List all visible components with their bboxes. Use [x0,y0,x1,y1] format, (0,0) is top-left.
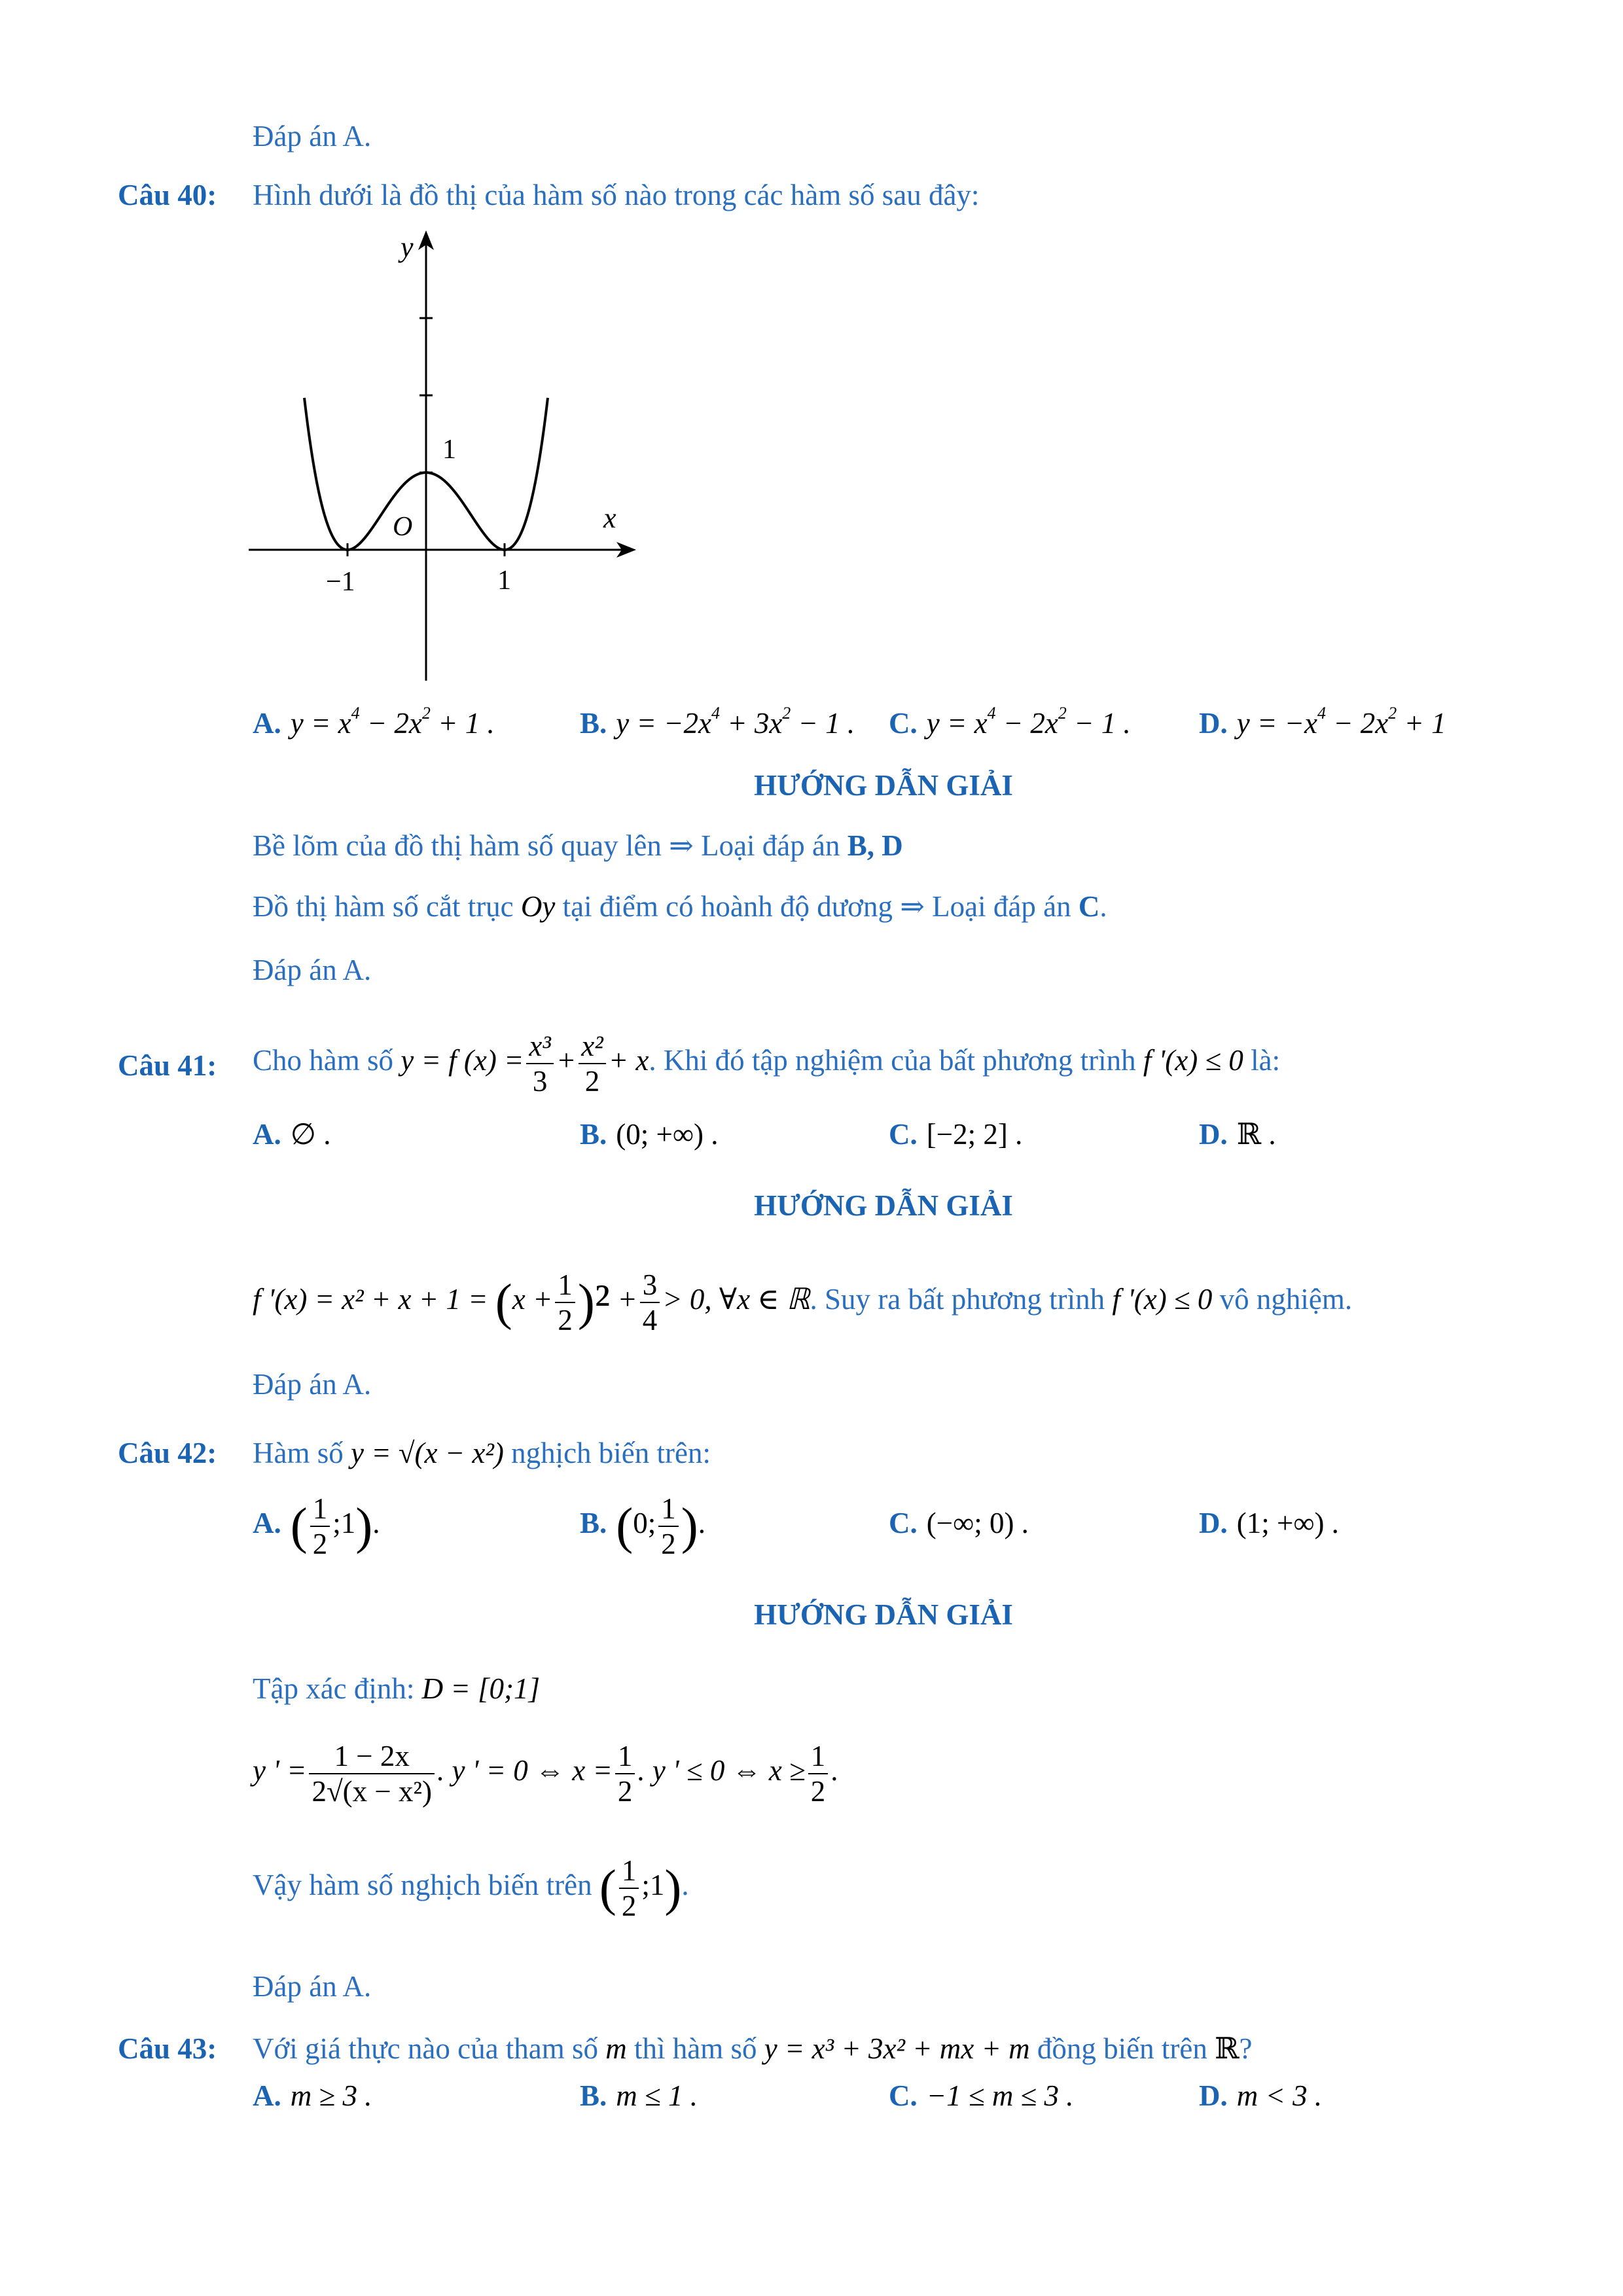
q40-solution-line2 [253,887,1107,926]
paren-close: ) [681,1497,698,1554]
frac-den: 2 [810,1774,826,1808]
sol2-text-a: Đồ thị hàm số cắt trục [253,890,521,923]
q43-option-d[interactable] [1199,2076,1322,2115]
option-letter: C. [889,1118,918,1151]
frac-den: 2 [661,1527,676,1560]
q42-label: Câu 42: [118,1437,217,1469]
frac-den: 2 [584,1064,600,1098]
option-math: −1 ≤ m ≤ 3 . [926,2079,1074,2112]
q41-sol-ineq: f '(x) ≤ 0 [1112,1283,1213,1316]
frac-den: 2 [617,1774,633,1808]
option-letter: A. [253,2079,281,2112]
q43-func: y = x³ + 3x² + mx + m [764,2032,1030,2065]
q40-option-c[interactable] [889,704,1131,743]
option-letter: B. [580,1507,607,1539]
q41-option-a[interactable] [253,1115,330,1154]
option-letter: D. [1199,1118,1228,1151]
option-frac [310,1492,330,1561]
q41-text-b: . Khi đó tập nghiệm của bất phương trình [649,1044,1136,1077]
q42-concl-frac [619,1854,639,1923]
option-pre: 0; [633,1507,656,1539]
q43-label: Câu 43: [118,2032,217,2065]
option-math: $y = -x^4 - 2x^2 + 1$ [1236,704,1446,740]
q41-sol-plus: + [617,1283,637,1316]
q42-text-b: nghịch biến trên: [511,1437,711,1469]
frac-num: 3 [640,1268,660,1303]
q43-option-a[interactable] [253,2076,372,2115]
q41-frac-x2 [579,1029,605,1098]
q40-answer: Đáp án A. [253,954,372,986]
sol1-text: Bề lõm của đồ thị hàm số quay lên ⇒ Loại đáp án [253,829,847,862]
q41-sol-frac-34 [640,1268,660,1337]
q41-sol-text: . Suy ra bất phương trình [810,1283,1105,1316]
q42-text [253,1433,711,1473]
q42-answer: Đáp án A. [253,1970,372,2003]
q42-concl-tail: ;1 [641,1869,665,1901]
option-math: $y = x^4 - 2x^2 + 1$ . [290,704,495,740]
q43-param: m [605,2032,627,2065]
frac-num: 1 [555,1268,575,1303]
paren-open: ( [616,1497,633,1554]
option-letter: C. [889,2079,918,2112]
q42-domain-math: D = [0;1] [421,1672,541,1705]
x-tick-label-pos1: 1 [497,565,511,596]
option-math: (1; +∞) . [1236,1507,1339,1539]
q42-derivative [253,1721,838,1820]
frac-num: 1 [808,1739,829,1774]
q40-graph [249,229,641,684]
q40-text: Hình dưới là đồ thị của hàm số nào trong các hàm số sau đây: [253,179,980,211]
q41-text-c: là: [1251,1044,1281,1077]
q41-sol-lhs: f '(x) = x² + x + 1 = [253,1283,488,1316]
frac-den: 2 [621,1889,637,1922]
q42-concl-text: Vậy hàm số nghịch biến trên [253,1869,592,1901]
q41-func-tail: + x [608,1044,649,1077]
frac-num: 1 [310,1492,330,1527]
sol2-end: . [1099,890,1107,923]
option-math: $y = x^4 - 2x^2 - 1$ . [926,704,1131,740]
y-axis-label: y [401,231,414,263]
q41-guide-heading: HƯỚNG DẪN GIẢI [754,1189,1013,1222]
q42-domain [253,1669,540,1708]
option-end: . [698,1507,705,1539]
option-math: m ≥ 3 . [290,2079,372,2112]
y-tick-label-1: 1 [442,435,456,465]
q40-guide-heading: HƯỚNG DẪN GIẢI [754,769,1013,802]
q42-deriv-frac-2 [808,1739,829,1808]
option-math: m < 3 . [1236,2079,1323,2112]
q42-deriv-mid2: . y ' ≤ 0 ⇔ x ≥ [637,1754,806,1787]
q41-solution [253,1250,1352,1348]
option-math: (−∞; 0) . [926,1507,1029,1539]
q42-deriv-frac-1 [615,1739,635,1808]
q40-label: Câu 40: [118,179,217,211]
q41-sol-frac-half [555,1268,575,1337]
frac-den: 2 [312,1527,328,1560]
q41-sol-tail: > 0, ∀x ∈ ℝ [662,1283,810,1316]
q41-text [253,1011,1280,1109]
option-letter: C. [889,707,918,740]
q41-option-b[interactable] [580,1115,718,1154]
sol2-bold: C [1078,890,1100,923]
q41-frac-x3 [526,1029,553,1098]
q41-option-c[interactable] [889,1115,1022,1154]
q40-option-a[interactable] [253,704,495,743]
q43-text-a: Với giá thực nào của tham số [253,2032,599,2065]
q42-option-a[interactable] [253,1480,380,1566]
q41-sol-paren-open: ( [495,1273,512,1331]
frac-num: x² [579,1029,605,1064]
q43-text-b: thì hàm số [634,2032,757,2065]
q42-deriv-mid: . y ' = 0 ⇔ x = [437,1754,613,1787]
frac-num: 1 − 2x [309,1739,435,1774]
paren-open: ( [290,1497,308,1554]
frac-den: 3 [532,1064,548,1098]
option-math: $y = -2x^4 + 3x^2 - 1$ . [616,704,855,740]
q41-text-a: Cho hàm số [253,1044,394,1077]
q43-text-d: ? [1239,2032,1253,2065]
origin-label: O [393,512,413,542]
answer-previous: Đáp án A. [253,120,372,152]
q42-conclusion: Vậy hàm số nghịch biến trên ( $\frac{1}{2}$ ;1). [253,1854,689,1922]
option-frac [658,1492,679,1561]
option-letter: D. [1199,1507,1228,1539]
q43-option-b[interactable] [580,2076,698,2115]
option-letter: D. [1199,2079,1228,2112]
q42-func: y = √(x − x²) [351,1437,504,1469]
sol2-text-b: tại điểm có hoành độ dương ⇒ Loại đáp án [555,890,1079,923]
q42-guide-heading: HƯỚNG DẪN GIẢI [754,1598,1013,1631]
q42-deriv-frac [309,1739,435,1808]
sol1-bold: B, D [847,829,903,862]
q41-sol-x-plus: x + [512,1283,553,1316]
q43-text [253,2029,1252,2068]
q41-sol-paren-close: )² [577,1273,611,1331]
q41-sol-end: vô nghiệm. [1219,1283,1353,1316]
option-math: m ≤ 1 . [616,2079,698,2112]
frac-num: x³ [526,1029,553,1064]
x-tick-label-neg1: −1 [326,567,355,597]
option-math: ∅ . [290,1118,331,1151]
option-letter: B. [580,2079,607,2112]
frac-den: 2 [558,1303,573,1336]
frac-num: 1 [615,1739,635,1774]
option-letter: C. [889,1507,918,1539]
q42-deriv-lhs: y ' = [253,1754,307,1787]
q41-func-lhs: y = f (x) = [401,1044,524,1077]
frac-num: 1 [658,1492,679,1527]
q41-answer: Đáp án A. [253,1368,372,1401]
option-letter: B. [580,1118,607,1151]
q43-text-c: đồng biến trên [1037,2032,1207,2065]
x-axis-label: x [603,502,616,534]
option-end: . [372,1507,380,1539]
frac-num: 1 [619,1854,639,1889]
q42-deriv-end: . [830,1754,838,1787]
option-letter: B. [580,707,607,740]
option-letter: D. [1199,707,1228,740]
paren-close: ) [355,1497,373,1554]
frac-den: 4 [642,1303,658,1336]
sol2-math: Oy [520,890,556,923]
frac-den: 2√(x − x²) [312,1774,433,1808]
q40-graph-svg [249,229,641,681]
option-math: ℝ . [1236,1118,1276,1151]
q41-option-d[interactable] [1199,1115,1276,1154]
q41-label: Câu 41: [118,1049,217,1082]
q42-option-c[interactable] [889,1503,1029,1543]
q40-option-b[interactable] [580,704,855,743]
option-tail: ;1 [332,1507,356,1539]
q41-plus: + [556,1044,577,1077]
option-math: [−2; 2] . [926,1118,1023,1151]
q43-set: ℝ [1215,2032,1240,2065]
q40-solution-line1 [253,826,903,865]
q43-option-c[interactable] [889,2076,1074,2115]
option-letter: A. [253,1118,281,1151]
option-letter: A. [253,1507,281,1539]
option-math: (0; +∞) . [616,1118,719,1151]
q41-ineq: f '(x) ≤ 0 [1143,1044,1243,1077]
q42-option-d[interactable] [1199,1503,1339,1543]
q40-option-d[interactable] [1199,704,1446,743]
q42-text-a: Hàm số [253,1437,344,1469]
option-letter: A. [253,707,281,740]
q42-option-b[interactable] [580,1480,705,1566]
q42-domain-text: Tập xác định: [253,1672,415,1705]
